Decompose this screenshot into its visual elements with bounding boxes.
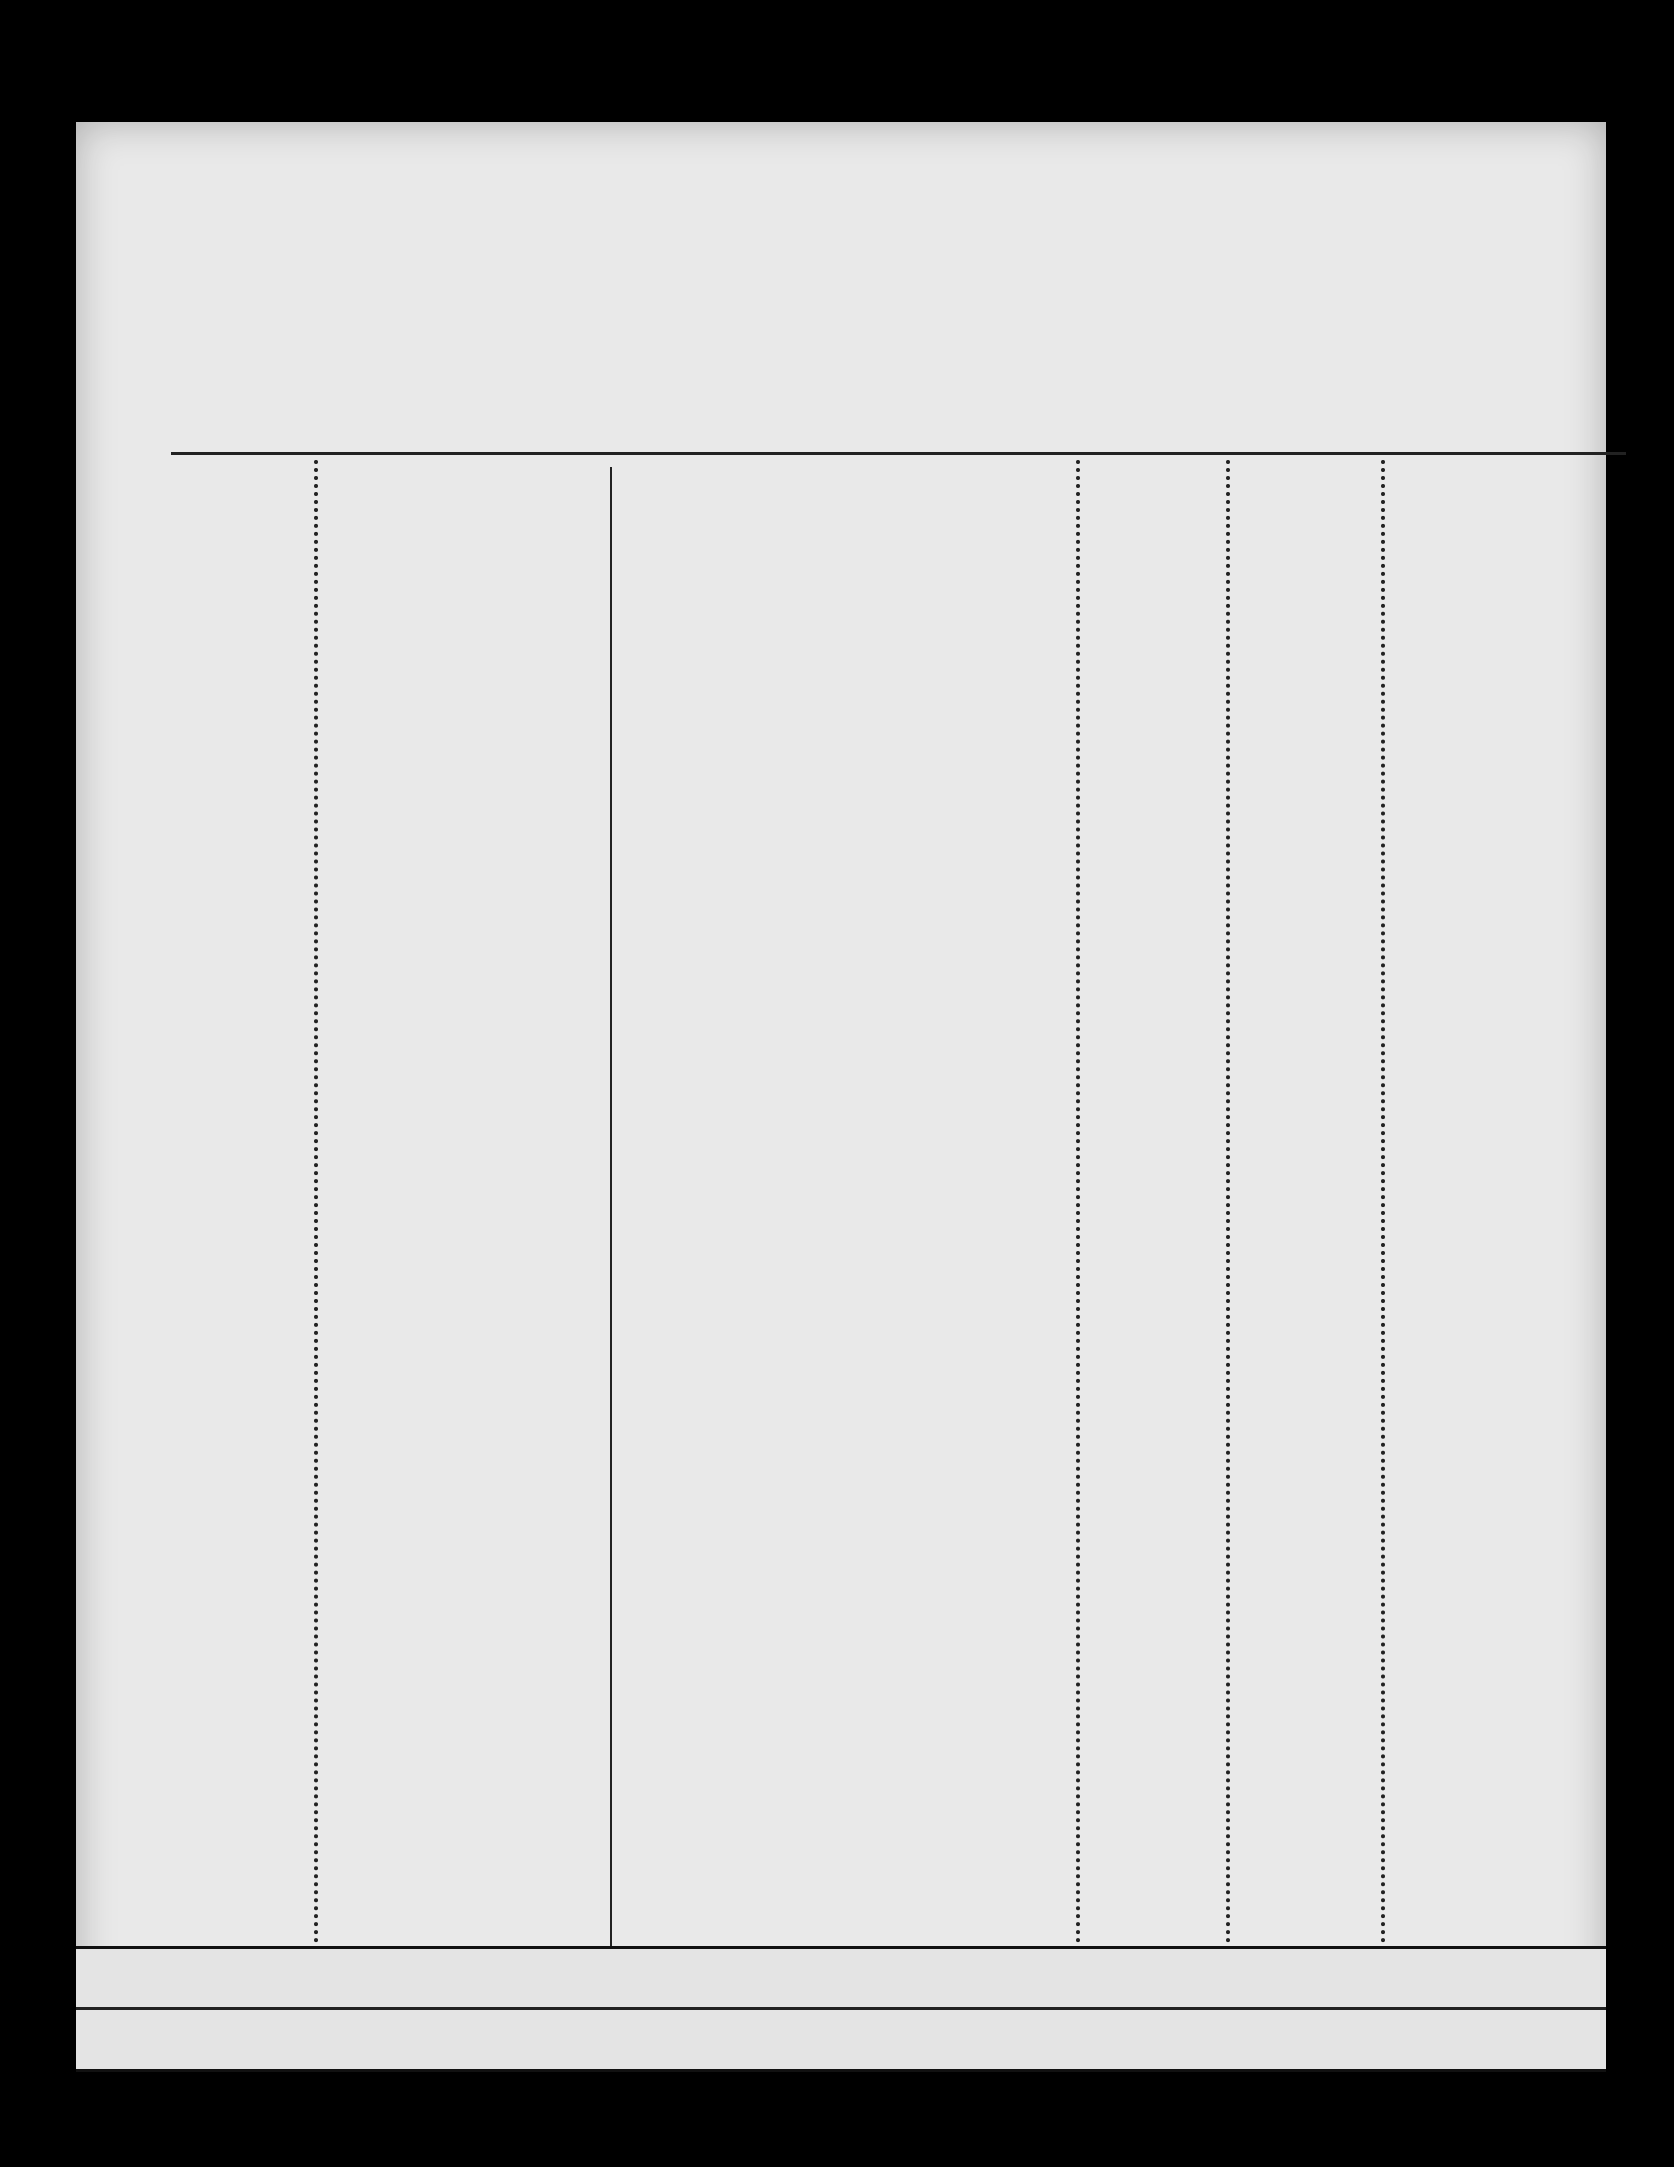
pen-line-vessel	[610, 467, 612, 2027]
strip-divider	[76, 2007, 1606, 2010]
divider-passgr	[1226, 460, 1230, 2040]
header-rule	[171, 452, 1626, 455]
divider-crew	[1381, 460, 1385, 2040]
divider-date	[314, 460, 318, 2040]
record-sheet	[76, 122, 1606, 2057]
divider-port	[1076, 460, 1080, 2040]
